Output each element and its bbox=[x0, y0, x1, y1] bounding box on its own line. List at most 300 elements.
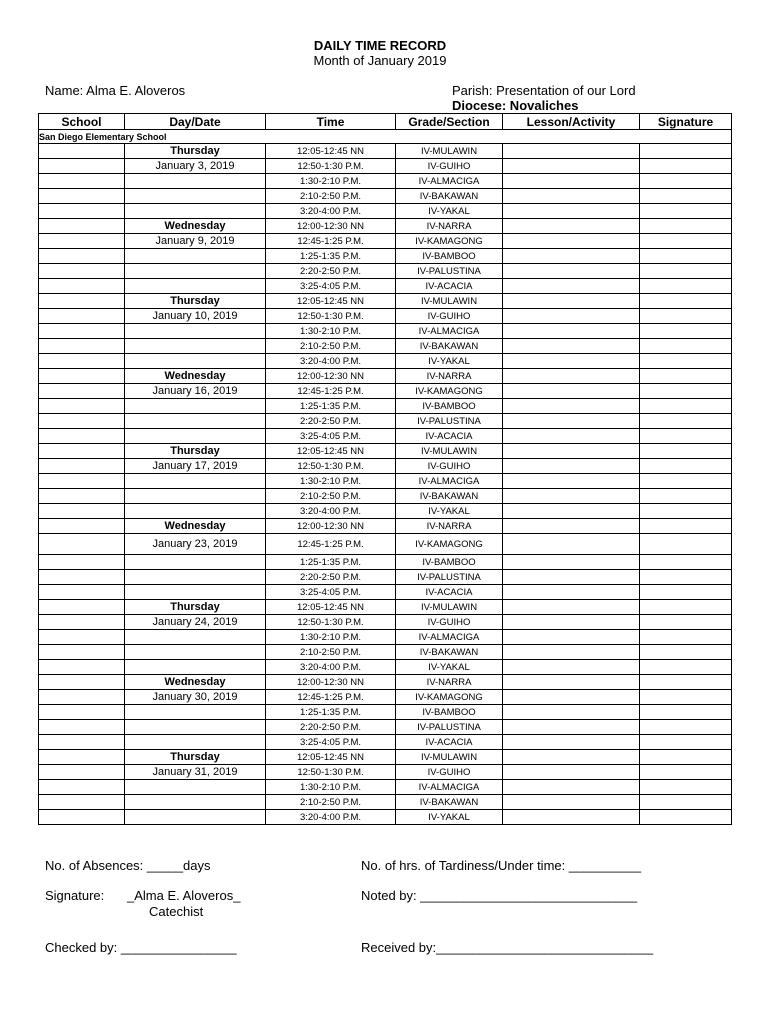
column-header-grade-section: Grade/Section bbox=[396, 114, 503, 130]
lesson-activity-cell bbox=[503, 219, 640, 234]
school-cell bbox=[39, 249, 125, 264]
school-cell bbox=[39, 474, 125, 489]
time-cell: 2:10-2:50 P.M. bbox=[266, 795, 396, 810]
time-cell: 3:25-4:05 P.M. bbox=[266, 585, 396, 600]
time-cell: 3:25-4:05 P.M. bbox=[266, 279, 396, 294]
table-row bbox=[39, 144, 732, 159]
day-date-cell: January 3, 2019 bbox=[125, 159, 266, 174]
school-cell bbox=[39, 159, 125, 174]
table-row bbox=[39, 474, 732, 489]
day-date-cell bbox=[125, 780, 266, 795]
time-cell: 12:45-1:25 P.M. bbox=[266, 690, 396, 705]
column-header-day-date: Day/Date bbox=[125, 114, 266, 130]
school-cell bbox=[39, 189, 125, 204]
parish-line: Parish: Presentation of our Lord bbox=[452, 83, 636, 98]
school-cell bbox=[39, 489, 125, 504]
table-row bbox=[39, 369, 732, 384]
grade-section-cell: IV-BAKAWAN bbox=[396, 489, 503, 504]
lesson-activity-cell bbox=[503, 735, 640, 750]
time-cell: 12:00-12:30 NN bbox=[266, 219, 396, 234]
school-cell bbox=[39, 735, 125, 750]
signature-cell bbox=[640, 555, 732, 570]
school-cell bbox=[39, 645, 125, 660]
grade-section-cell: IV-ACACIA bbox=[396, 279, 503, 294]
signature-cell bbox=[640, 354, 732, 369]
table-row bbox=[39, 204, 732, 219]
school-cell bbox=[39, 234, 125, 249]
signature-cell bbox=[640, 504, 732, 519]
lesson-activity-cell bbox=[503, 264, 640, 279]
school-cell bbox=[39, 585, 125, 600]
signature-cell bbox=[640, 204, 732, 219]
signature-cell bbox=[640, 399, 732, 414]
grade-section-cell: IV-PALUSTINA bbox=[396, 414, 503, 429]
grade-section-cell: IV-ACACIA bbox=[396, 585, 503, 600]
day-date-cell bbox=[125, 474, 266, 489]
day-date-cell: January 31, 2019 bbox=[125, 765, 266, 780]
signature-cell bbox=[640, 429, 732, 444]
grade-section-cell: IV-ALMACIGA bbox=[396, 174, 503, 189]
school-cell bbox=[39, 219, 125, 234]
time-cell: 12:45-1:25 P.M. bbox=[266, 234, 396, 249]
table-row bbox=[39, 795, 732, 810]
school-cell bbox=[39, 309, 125, 324]
signature-cell bbox=[640, 384, 732, 399]
day-date-cell: January 9, 2019 bbox=[125, 234, 266, 249]
lesson-activity-cell bbox=[503, 144, 640, 159]
lesson-activity-cell bbox=[503, 489, 640, 504]
grade-section-cell: IV-YAKAL bbox=[396, 354, 503, 369]
time-record-table bbox=[38, 113, 732, 825]
lesson-activity-cell bbox=[503, 660, 640, 675]
signature-cell bbox=[640, 780, 732, 795]
signature-cell bbox=[640, 294, 732, 309]
time-cell: 2:20-2:50 P.M. bbox=[266, 570, 396, 585]
day-date-cell: Thursday bbox=[125, 444, 266, 459]
signature-cell bbox=[640, 585, 732, 600]
school-cell bbox=[39, 810, 125, 825]
column-header-lesson-activity: Lesson/Activity bbox=[503, 114, 640, 130]
table-row bbox=[39, 555, 732, 570]
time-cell: 2:10-2:50 P.M. bbox=[266, 489, 396, 504]
day-date-cell bbox=[125, 630, 266, 645]
signature-cell bbox=[640, 234, 732, 249]
table-row bbox=[39, 675, 732, 690]
signature-label: Signature: bbox=[45, 888, 105, 903]
signature-role: Catechist bbox=[149, 904, 204, 919]
tardiness-line: No. of hrs. of Tardiness/Under time: __________ bbox=[361, 858, 642, 873]
grade-section-cell: IV-ALMACIGA bbox=[396, 780, 503, 795]
school-cell bbox=[39, 294, 125, 309]
signature-cell bbox=[640, 519, 732, 534]
school-name: San Diego Elementary School bbox=[39, 130, 732, 144]
table-row bbox=[39, 690, 732, 705]
lesson-activity-cell bbox=[503, 534, 640, 555]
checked-by-line: Checked by: ________________ bbox=[45, 940, 237, 955]
table-row bbox=[39, 459, 732, 474]
grade-section-cell: IV-NARRA bbox=[396, 519, 503, 534]
time-cell: 2:20-2:50 P.M. bbox=[266, 414, 396, 429]
lesson-activity-cell bbox=[503, 645, 640, 660]
time-cell: 1:30-2:10 P.M. bbox=[266, 324, 396, 339]
grade-section-cell: IV-BAMBOO bbox=[396, 249, 503, 264]
signature-cell bbox=[640, 444, 732, 459]
signature-cell bbox=[640, 660, 732, 675]
school-name-row bbox=[39, 130, 732, 144]
signature-cell bbox=[640, 339, 732, 354]
school-cell bbox=[39, 339, 125, 354]
grade-section-cell: IV-PALUSTINA bbox=[396, 720, 503, 735]
school-cell bbox=[39, 324, 125, 339]
school-cell bbox=[39, 720, 125, 735]
diocese-line: Diocese: Novaliches bbox=[452, 98, 579, 113]
signature-cell bbox=[640, 144, 732, 159]
school-cell bbox=[39, 630, 125, 645]
lesson-activity-cell bbox=[503, 780, 640, 795]
lesson-activity-cell bbox=[503, 294, 640, 309]
day-date-cell bbox=[125, 249, 266, 264]
lesson-activity-cell bbox=[503, 504, 640, 519]
table-row bbox=[39, 810, 732, 825]
lesson-activity-cell bbox=[503, 414, 640, 429]
table-row bbox=[39, 489, 732, 504]
document-subtitle: Month of January 2019 bbox=[313, 53, 447, 68]
day-date-cell bbox=[125, 339, 266, 354]
school-cell bbox=[39, 399, 125, 414]
lesson-activity-cell bbox=[503, 204, 640, 219]
table-row bbox=[39, 414, 732, 429]
table-row bbox=[39, 534, 732, 555]
lesson-activity-cell bbox=[503, 765, 640, 780]
column-header-time: Time bbox=[266, 114, 396, 130]
table-row bbox=[39, 615, 732, 630]
grade-section-cell: IV-ACACIA bbox=[396, 429, 503, 444]
grade-section-cell: IV-BAKAWAN bbox=[396, 795, 503, 810]
grade-section-cell: IV-MULAWIN bbox=[396, 444, 503, 459]
lesson-activity-cell bbox=[503, 795, 640, 810]
table-row bbox=[39, 354, 732, 369]
lesson-activity-cell bbox=[503, 750, 640, 765]
signature-cell bbox=[640, 189, 732, 204]
signature-cell bbox=[640, 219, 732, 234]
signature-cell bbox=[640, 279, 732, 294]
table-row bbox=[39, 279, 732, 294]
grade-section-cell: IV-MULAWIN bbox=[396, 144, 503, 159]
table-row bbox=[39, 570, 732, 585]
time-cell: 12:50-1:30 P.M. bbox=[266, 459, 396, 474]
lesson-activity-cell bbox=[503, 189, 640, 204]
table-row bbox=[39, 705, 732, 720]
time-cell: 12:05-12:45 NN bbox=[266, 444, 396, 459]
grade-section-cell: IV-KAMAGONG bbox=[396, 234, 503, 249]
day-date-cell bbox=[125, 720, 266, 735]
school-cell bbox=[39, 600, 125, 615]
day-date-cell bbox=[125, 399, 266, 414]
school-cell bbox=[39, 615, 125, 630]
grade-section-cell: IV-BAMBOO bbox=[396, 399, 503, 414]
grade-section-cell: IV-YAKAL bbox=[396, 660, 503, 675]
time-cell: 2:20-2:50 P.M. bbox=[266, 264, 396, 279]
day-date-cell bbox=[125, 555, 266, 570]
school-cell bbox=[39, 204, 125, 219]
time-cell: 12:00-12:30 NN bbox=[266, 369, 396, 384]
time-cell: 1:30-2:10 P.M. bbox=[266, 780, 396, 795]
day-date-cell bbox=[125, 429, 266, 444]
grade-section-cell: IV-NARRA bbox=[396, 369, 503, 384]
grade-section-cell: IV-BAKAWAN bbox=[396, 645, 503, 660]
time-cell: 3:20-4:00 P.M. bbox=[266, 810, 396, 825]
grade-section-cell: IV-NARRA bbox=[396, 219, 503, 234]
table-row bbox=[39, 750, 732, 765]
table-row bbox=[39, 159, 732, 174]
table-row bbox=[39, 429, 732, 444]
table-row bbox=[39, 780, 732, 795]
day-date-cell bbox=[125, 264, 266, 279]
table-row bbox=[39, 234, 732, 249]
signature-cell bbox=[640, 474, 732, 489]
day-date-cell: Wednesday bbox=[125, 369, 266, 384]
signature-cell bbox=[640, 675, 732, 690]
signature-cell bbox=[640, 600, 732, 615]
noted-by-line: Noted by: ______________________________ bbox=[361, 888, 638, 903]
time-cell: 3:20-4:00 P.M. bbox=[266, 504, 396, 519]
lesson-activity-cell bbox=[503, 339, 640, 354]
day-date-cell: January 17, 2019 bbox=[125, 459, 266, 474]
table-row bbox=[39, 309, 732, 324]
lesson-activity-cell bbox=[503, 354, 640, 369]
lesson-activity-cell bbox=[503, 159, 640, 174]
grade-section-cell: IV-BAKAWAN bbox=[396, 189, 503, 204]
school-cell bbox=[39, 444, 125, 459]
time-cell: 3:20-4:00 P.M. bbox=[266, 354, 396, 369]
school-cell bbox=[39, 384, 125, 399]
table-row bbox=[39, 600, 732, 615]
day-date-cell bbox=[125, 504, 266, 519]
table-row bbox=[39, 189, 732, 204]
lesson-activity-cell bbox=[503, 459, 640, 474]
lesson-activity-cell bbox=[503, 705, 640, 720]
time-cell: 12:45-1:25 P.M. bbox=[266, 534, 396, 555]
name-line: Name: Alma E. Aloveros bbox=[45, 83, 186, 98]
lesson-activity-cell bbox=[503, 810, 640, 825]
lesson-activity-cell bbox=[503, 600, 640, 615]
school-cell bbox=[39, 570, 125, 585]
day-date-cell bbox=[125, 570, 266, 585]
day-date-cell: Thursday bbox=[125, 144, 266, 159]
lesson-activity-cell bbox=[503, 369, 640, 384]
time-cell: 12:00-12:30 NN bbox=[266, 675, 396, 690]
lesson-activity-cell bbox=[503, 309, 640, 324]
table-row bbox=[39, 294, 732, 309]
signature-cell bbox=[640, 645, 732, 660]
lesson-activity-cell bbox=[503, 720, 640, 735]
school-cell bbox=[39, 660, 125, 675]
time-cell: 2:10-2:50 P.M. bbox=[266, 339, 396, 354]
time-cell: 12:50-1:30 P.M. bbox=[266, 309, 396, 324]
time-cell: 12:50-1:30 P.M. bbox=[266, 765, 396, 780]
table-row bbox=[39, 249, 732, 264]
lesson-activity-cell bbox=[503, 384, 640, 399]
day-date-cell bbox=[125, 585, 266, 600]
lesson-activity-cell bbox=[503, 174, 640, 189]
school-cell bbox=[39, 519, 125, 534]
day-date-cell bbox=[125, 660, 266, 675]
time-cell: 12:05-12:45 NN bbox=[266, 600, 396, 615]
day-date-cell: January 24, 2019 bbox=[125, 615, 266, 630]
table-row bbox=[39, 645, 732, 660]
signature-cell bbox=[640, 324, 732, 339]
school-cell bbox=[39, 429, 125, 444]
grade-section-cell: IV-PALUSTINA bbox=[396, 264, 503, 279]
lesson-activity-cell bbox=[503, 324, 640, 339]
school-cell bbox=[39, 795, 125, 810]
table-row bbox=[39, 720, 732, 735]
school-cell bbox=[39, 264, 125, 279]
table-row bbox=[39, 339, 732, 354]
grade-section-cell: IV-BAKAWAN bbox=[396, 339, 503, 354]
time-cell: 3:25-4:05 P.M. bbox=[266, 735, 396, 750]
grade-section-cell: IV-ALMACIGA bbox=[396, 324, 503, 339]
time-cell: 12:50-1:30 P.M. bbox=[266, 615, 396, 630]
signature-cell bbox=[640, 765, 732, 780]
grade-section-cell: IV-KAMAGONG bbox=[396, 690, 503, 705]
day-date-cell bbox=[125, 795, 266, 810]
school-cell bbox=[39, 780, 125, 795]
time-cell: 12:00-12:30 NN bbox=[266, 519, 396, 534]
school-cell bbox=[39, 459, 125, 474]
table-row bbox=[39, 660, 732, 675]
grade-section-cell: IV-ALMACIGA bbox=[396, 630, 503, 645]
signature-cell bbox=[640, 459, 732, 474]
table-row bbox=[39, 384, 732, 399]
grade-section-cell: IV-ALMACIGA bbox=[396, 474, 503, 489]
time-cell: 3:20-4:00 P.M. bbox=[266, 660, 396, 675]
day-date-cell bbox=[125, 645, 266, 660]
day-date-cell bbox=[125, 735, 266, 750]
signature-cell bbox=[640, 705, 732, 720]
signature-cell bbox=[640, 570, 732, 585]
time-cell: 1:25-1:35 P.M. bbox=[266, 705, 396, 720]
lesson-activity-cell bbox=[503, 675, 640, 690]
signature-cell bbox=[640, 795, 732, 810]
column-header-school: School bbox=[39, 114, 125, 130]
time-cell: 12:50-1:30 P.M. bbox=[266, 159, 396, 174]
signature-cell bbox=[640, 369, 732, 384]
day-date-cell bbox=[125, 189, 266, 204]
absences-line: No. of Absences: _____days bbox=[45, 858, 211, 873]
time-cell: 1:30-2:10 P.M. bbox=[266, 474, 396, 489]
day-date-cell bbox=[125, 174, 266, 189]
time-cell: 1:25-1:35 P.M. bbox=[266, 399, 396, 414]
lesson-activity-cell bbox=[503, 690, 640, 705]
day-date-cell: January 10, 2019 bbox=[125, 309, 266, 324]
lesson-activity-cell bbox=[503, 474, 640, 489]
day-date-cell bbox=[125, 489, 266, 504]
grade-section-cell: IV-YAKAL bbox=[396, 810, 503, 825]
time-cell: 1:30-2:10 P.M. bbox=[266, 174, 396, 189]
lesson-activity-cell bbox=[503, 444, 640, 459]
signature-cell bbox=[640, 750, 732, 765]
day-date-cell: Thursday bbox=[125, 294, 266, 309]
day-date-cell bbox=[125, 279, 266, 294]
table-row bbox=[39, 174, 732, 189]
signature-cell bbox=[640, 174, 732, 189]
grade-section-cell: IV-KAMAGONG bbox=[396, 384, 503, 399]
lesson-activity-cell bbox=[503, 519, 640, 534]
grade-section-cell: IV-MULAWIN bbox=[396, 750, 503, 765]
lesson-activity-cell bbox=[503, 615, 640, 630]
signature-cell bbox=[640, 810, 732, 825]
signature-cell bbox=[640, 534, 732, 555]
time-cell: 1:25-1:35 P.M. bbox=[266, 555, 396, 570]
time-cell: 12:05-12:45 NN bbox=[266, 750, 396, 765]
school-cell bbox=[39, 174, 125, 189]
school-cell bbox=[39, 504, 125, 519]
table-row bbox=[39, 765, 732, 780]
table-row bbox=[39, 264, 732, 279]
time-cell: 2:10-2:50 P.M. bbox=[266, 645, 396, 660]
table-row bbox=[39, 444, 732, 459]
day-date-cell: Wednesday bbox=[125, 675, 266, 690]
grade-section-cell: IV-PALUSTINA bbox=[396, 570, 503, 585]
lesson-activity-cell bbox=[503, 429, 640, 444]
document-title: DAILY TIME RECORD bbox=[313, 38, 447, 53]
table-row bbox=[39, 219, 732, 234]
day-date-cell: January 30, 2019 bbox=[125, 690, 266, 705]
time-cell: 2:10-2:50 P.M. bbox=[266, 189, 396, 204]
time-cell: 1:25-1:35 P.M. bbox=[266, 249, 396, 264]
time-cell: 3:20-4:00 P.M. bbox=[266, 204, 396, 219]
day-date-cell: Thursday bbox=[125, 750, 266, 765]
day-date-cell bbox=[125, 414, 266, 429]
signature-cell bbox=[640, 615, 732, 630]
table-row bbox=[39, 504, 732, 519]
grade-section-cell: IV-GUIHO bbox=[396, 615, 503, 630]
signature-cell bbox=[640, 159, 732, 174]
school-cell bbox=[39, 279, 125, 294]
signature-cell bbox=[640, 309, 732, 324]
signature-cell bbox=[640, 414, 732, 429]
day-date-cell bbox=[125, 810, 266, 825]
time-cell: 12:05-12:45 NN bbox=[266, 144, 396, 159]
signature-cell bbox=[640, 735, 732, 750]
table-row bbox=[39, 399, 732, 414]
school-cell bbox=[39, 555, 125, 570]
day-date-cell bbox=[125, 324, 266, 339]
lesson-activity-cell bbox=[503, 630, 640, 645]
school-cell bbox=[39, 690, 125, 705]
day-date-cell: January 23, 2019 bbox=[125, 534, 266, 555]
school-cell bbox=[39, 144, 125, 159]
school-cell bbox=[39, 765, 125, 780]
day-date-cell bbox=[125, 705, 266, 720]
table-row bbox=[39, 519, 732, 534]
grade-section-cell: IV-BAMBOO bbox=[396, 705, 503, 720]
school-cell bbox=[39, 369, 125, 384]
table-row bbox=[39, 324, 732, 339]
school-cell bbox=[39, 750, 125, 765]
grade-section-cell: IV-KAMAGONG bbox=[396, 534, 503, 555]
lesson-activity-cell bbox=[503, 555, 640, 570]
grade-section-cell: IV-MULAWIN bbox=[396, 600, 503, 615]
time-cell: 12:05-12:45 NN bbox=[266, 294, 396, 309]
lesson-activity-cell bbox=[503, 279, 640, 294]
day-date-cell: Wednesday bbox=[125, 519, 266, 534]
grade-section-cell: IV-YAKAL bbox=[396, 504, 503, 519]
table-row bbox=[39, 735, 732, 750]
grade-section-cell: IV-ACACIA bbox=[396, 735, 503, 750]
grade-section-cell: IV-NARRA bbox=[396, 675, 503, 690]
